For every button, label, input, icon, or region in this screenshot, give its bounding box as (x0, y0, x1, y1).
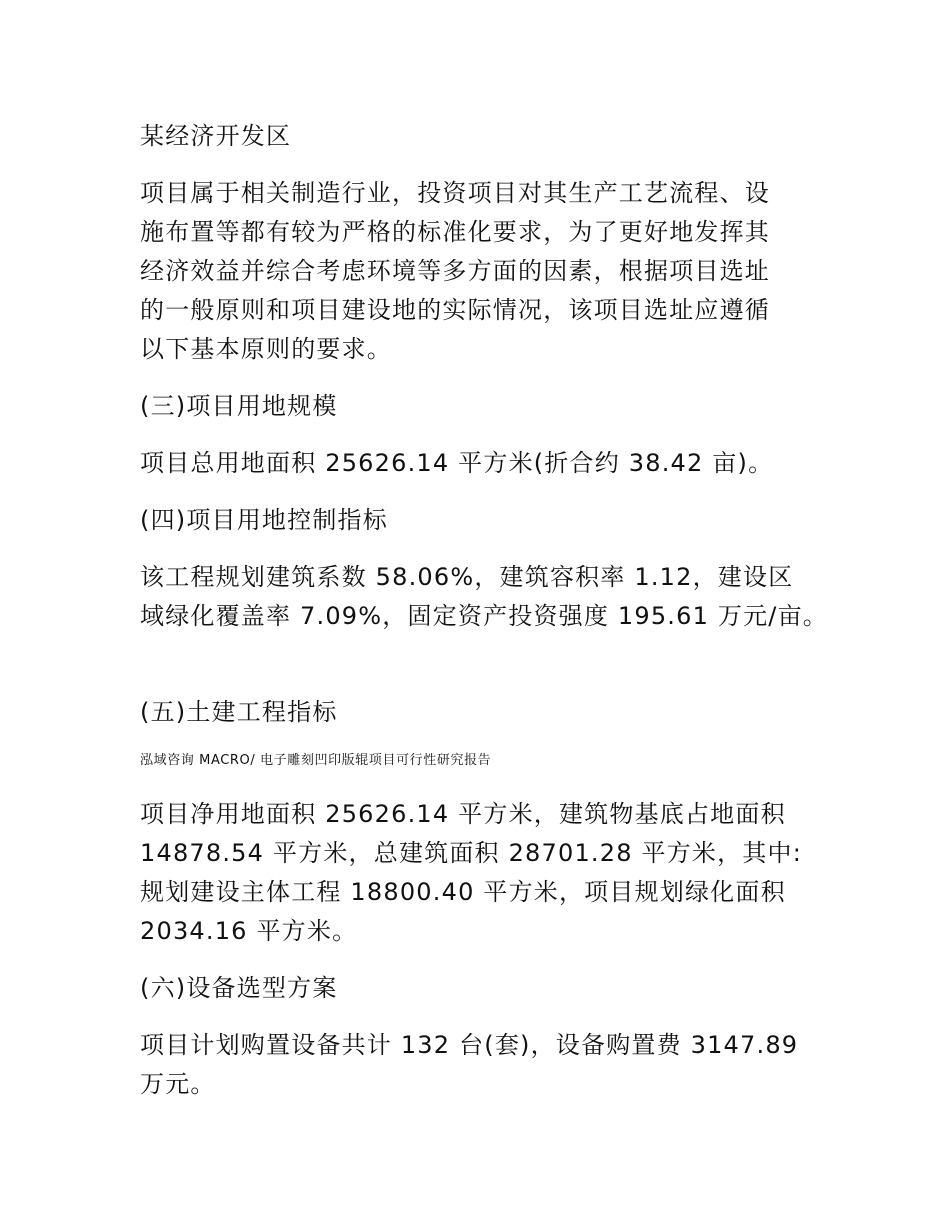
body-line: 经济效益并综合考虑环境等多方面的因素，根据项目选址 (140, 257, 770, 285)
body-line: 项目属于相关制造行业，投资项目对其生产工艺流程、设 (140, 179, 770, 207)
body-line: 万元。 (140, 1070, 216, 1098)
body-line: 项目总用地面积 25626.14 平方米(折合约 38.42 亩)。 (140, 449, 774, 477)
section-heading: (六)设备选型方案 (140, 974, 338, 1002)
section-heading: (四)项目用地控制指标 (140, 506, 388, 534)
body-line: 14878.54 平方米，总建筑面积 28701.28 平方米，其中: (140, 839, 803, 867)
section-heading: (三)项目用地规模 (140, 392, 338, 420)
body-line: 项目计划购置设备共计 132 台(套)，设备购置费 3147.89 (140, 1031, 799, 1059)
section-heading: (五)土建工程指标 (140, 698, 338, 726)
body-line: 以下基本原则的要求。 (140, 335, 392, 363)
body-line: 的一般原则和项目建设地的实际情况，该项目选址应遵循 (140, 296, 770, 324)
body-line: 施布置等都有较为严格的标准化要求，为了更好地发挥其 (140, 218, 770, 246)
body-line: 2034.16 平方米。 (140, 917, 358, 945)
body-line: 项目净用地面积 25626.14 平方米，建筑物基底占地面积 (140, 800, 786, 828)
body-line: 某经济开发区 (140, 122, 292, 150)
running-footer: 泓域咨询 MACRO/ 电子雕刻凹印版辊项目可行性研究报告 (140, 753, 492, 768)
body-line: 域绿化覆盖率 7.09%，固定资产投资强度 195.61 万元/亩。 (140, 602, 828, 630)
body-line: 规划建设主体工程 18800.40 平方米，项目规划绿化面积 (140, 878, 786, 906)
body-line: 该工程规划建筑系数 58.06%，建筑容积率 1.12，建设区 (140, 563, 794, 591)
